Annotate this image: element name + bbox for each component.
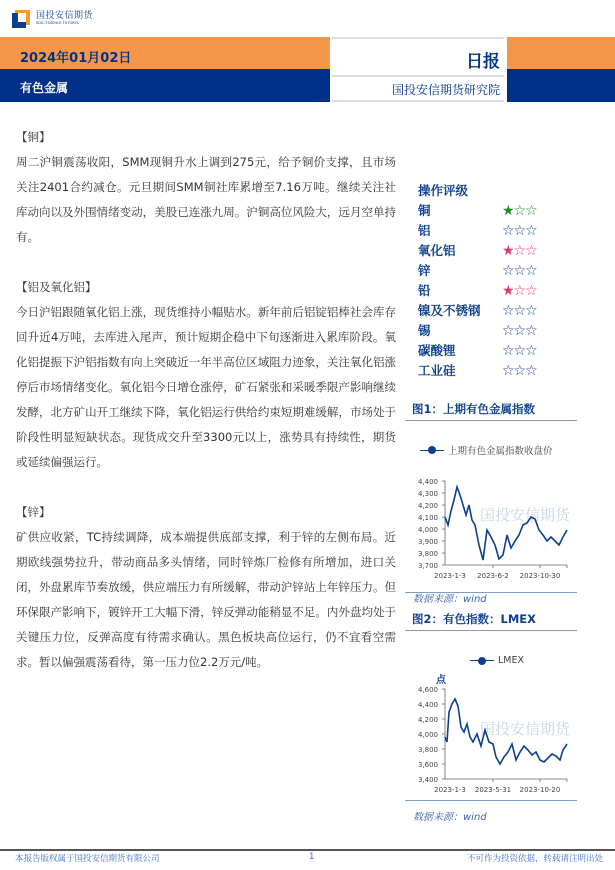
svg-text:4,200: 4,200 (417, 502, 438, 510)
institute-name: 国投安信期货研究院 (391, 83, 500, 97)
legend-marker-icon (470, 656, 494, 666)
star-icon: ★☆☆ (502, 283, 537, 299)
figure1-legend: 上期有色金属指数收盘价 (420, 443, 553, 457)
footer-copyright: 本报告版权属于国投安信期货有限公司 (15, 854, 160, 864)
footer-disclaimer: 不可作为投资依据，转载请注明出处 (466, 854, 603, 864)
svg-text:4,000: 4,000 (417, 526, 438, 534)
logo-en: SDIC ESSENCE FUTURES (36, 21, 79, 26)
svg-text:3,600: 3,600 (417, 761, 438, 769)
rating-row: 碳酸锂 ☆☆☆ (418, 343, 537, 359)
svg-text:2023-6-2: 2023-6-2 (477, 572, 509, 580)
svg-text:4,000: 4,000 (417, 731, 438, 739)
svg-text:3,900: 3,900 (417, 538, 438, 546)
rating-row: 氧化铝 ★☆☆ (418, 243, 537, 259)
aluminum-text: 今日沪铝跟随氧化铝上涨，现货维持小幅贴水。新年前后铝锭铝棒社会库存回升近4万吨，去库进入尾声，预计短期企稳中下旬逐渐进入累库阶段。氧化铝提振下沪铝指数有向上突破近一年半高位区域阻力迹象，关注氧化铝涨停后市场情绪变化。氧化铝今日增仓涨停，矿石紧张和采暖季限产影响继续发酵，北方矿山开工继续下降，氧化铝运行供给约束短期难缓解，市场处于阶段性明显短缺状态。现货成交升至3300元以上，涨势具有持续性，期货或延续偏强运行。 (16, 305, 396, 469)
legend-marker-icon (420, 445, 444, 455)
svg-text:4,300: 4,300 (417, 490, 438, 498)
logo-cn: 国投安信期货 (36, 11, 94, 22)
company-logo (12, 8, 93, 30)
star-icon: ★☆☆ (502, 243, 537, 259)
svg-text:国投安信期货: 国投安信期货 (479, 720, 571, 738)
svg-text:4,200: 4,200 (417, 716, 438, 724)
footer-divider (0, 849, 615, 851)
figure2-source: 数据来源：wind (413, 812, 487, 823)
svg-text:3,400: 3,400 (417, 776, 438, 784)
zinc-text: 矿供应收紧，TC持续调降，成本端提供底部支撑，利于锌的左侧布局。近期欧线强势拉升，带动商品多头情绪，同时锌炼厂检修有所增加，进口关闭，外盘累库节奏放缓，供应端压力有所缓解，带动沪锌站上年锌压力。但环保限产影响下，镀锌开工大幅下滑，锌反弹动能稍显不足。内外盘均处于关键压力位，反弹高度有待需求确认。黑色板块高位运行，仍不宜看空需求。暂以偏强震荡看待，第一压力位2.2万元/吨。 (16, 530, 396, 669)
svg-text:3,700: 3,700 (417, 562, 438, 570)
svg-text:2023-5-31: 2023-5-31 (474, 786, 512, 794)
figure1-chart (405, 475, 577, 585)
star-icon: ☆☆☆ (502, 323, 537, 339)
header-band-orange-right (507, 37, 615, 69)
figure1-title: 图1：上期有色金属指数 (412, 402, 536, 416)
rating-row: 铝 ☆☆☆ (418, 223, 537, 239)
svg-text:4,400: 4,400 (417, 701, 438, 709)
rating-row: 工业硅 ☆☆☆ (418, 363, 537, 379)
report-date: 2024年01月02日 (20, 51, 132, 66)
figure1-source: 数据来源：wind (413, 594, 487, 605)
star-icon: ☆☆☆ (502, 263, 537, 279)
svg-text:国投安信期货: 国投安信期货 (479, 506, 571, 524)
zinc-heading: 【锌】 (16, 505, 51, 519)
svg-text:4,400: 4,400 (417, 478, 438, 486)
rating-row: 锡 ☆☆☆ (418, 323, 537, 339)
logo-icon (12, 10, 30, 28)
rating-title: 操作评级 (418, 183, 469, 198)
star-icon: ☆☆☆ (502, 223, 537, 239)
rating-panel (418, 181, 537, 381)
rating-row: 镍及不锈钢 ☆☆☆ (418, 303, 537, 319)
copper-text: 周二沪铜震荡收阳，SMM现铜升水上调到275元，给予铜价支撑，且市场关注2401合约减仓。元旦期间SMM铜社库累增至7.16万吨。继续关注社库动向以及外围情绪变动，美股已连涨九周。沪铜高位风险大，远月空单持有。 (16, 155, 396, 244)
report-section: 有色金属 (20, 81, 69, 95)
figure2-unit: 点 (436, 675, 446, 686)
copper-heading: 【铜】 (16, 130, 51, 144)
svg-text:4,600: 4,600 (417, 686, 438, 694)
header-band-blue-right (507, 69, 615, 102)
rating-row: 铅 ★☆☆ (418, 283, 537, 299)
report-title-box (332, 37, 504, 102)
star-icon: ★☆☆ (502, 203, 537, 219)
rating-row: 铜 ★☆☆ (418, 203, 537, 219)
page-number: 1 (309, 852, 315, 862)
figure2-chart (405, 682, 577, 797)
svg-text:2023-1-3: 2023-1-3 (434, 572, 466, 580)
svg-text:2023-10-30: 2023-10-30 (519, 572, 561, 580)
svg-text:2023-1-3: 2023-1-3 (434, 786, 466, 794)
star-icon: ☆☆☆ (502, 343, 537, 359)
svg-text:2023-10-20: 2023-10-20 (519, 786, 561, 794)
svg-text:3,800: 3,800 (417, 746, 438, 754)
report-type: 日报 (466, 52, 500, 72)
main-content (16, 125, 396, 675)
figure2-legend: LMEX (470, 655, 524, 666)
aluminum-heading: 【铝及氧化铝】 (16, 280, 97, 294)
svg-text:4,100: 4,100 (417, 514, 438, 522)
star-icon: ☆☆☆ (502, 363, 537, 379)
star-icon: ☆☆☆ (502, 303, 537, 319)
svg-text:3,800: 3,800 (417, 550, 438, 558)
rating-row: 锌 ☆☆☆ (418, 263, 537, 279)
figure2-title: 图2：有色指数：LMEX (412, 612, 536, 626)
